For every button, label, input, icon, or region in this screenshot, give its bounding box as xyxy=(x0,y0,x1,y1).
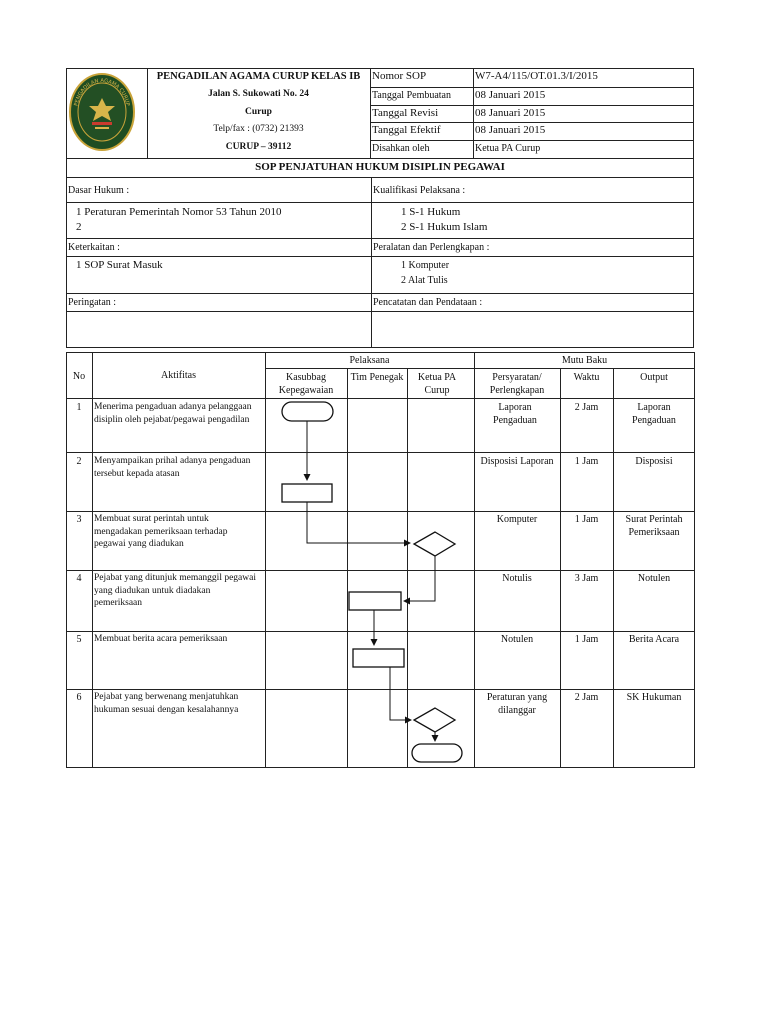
row-no: 3 xyxy=(76,514,82,525)
flow-connector xyxy=(390,667,411,720)
meta-value-nomor: W7-A4/115/OT.01.3/I/2015 xyxy=(475,70,598,82)
group-pelaksana-header: Pelaksana xyxy=(349,355,390,366)
kualifikasi-item: 2 S-1 Hukum Islam xyxy=(401,221,488,233)
peralatan-item: 1 Komputer xyxy=(401,260,450,271)
dasar-hukum-label: Dasar Hukum : xyxy=(68,185,130,196)
peralatan-item: 2 Alat Tulis xyxy=(401,275,448,286)
row-aktifitas: Menerima pengaduan adanya pelanggaan disiplin oleh pejabat/pegawai pengadilan xyxy=(94,402,252,425)
row-persyaratan: Notulis xyxy=(502,573,532,584)
col-output-header: Output xyxy=(640,372,668,383)
row-aktifitas: Pejabat yang berwenang menjatuhkan hukuman sesuai dengan kesalahannya xyxy=(94,692,239,715)
row-waktu: 1 Jam xyxy=(574,456,599,467)
row-output: Surat Perintah Pemeriksaan xyxy=(625,514,683,538)
meta-label-pembuatan: Tanggal Pembuatan xyxy=(372,90,451,101)
row-output: Disposisi xyxy=(635,456,673,467)
dasar-hukum-item: 1 Peraturan Pemerintah Nomor 53 Tahun 2010 xyxy=(76,206,282,218)
meta-label-revisi: Tanggal Revisi xyxy=(372,107,439,119)
row-waktu: 3 Jam xyxy=(574,573,599,584)
meta-value-efektif: 08 Januari 2015 xyxy=(475,124,546,136)
svg-text:PENGADILAN AGAMA CURUP: PENGADILAN AGAMA CURUP xyxy=(73,78,131,107)
flow-start-terminator xyxy=(282,402,333,421)
row-no: 5 xyxy=(76,634,82,645)
row-output: Notulen xyxy=(637,573,671,584)
flow-process-box xyxy=(349,592,401,610)
kualifikasi-label: Kualifikasi Pelaksana : xyxy=(373,185,466,196)
row-output: Laporan Pengaduan xyxy=(632,402,676,426)
row-no: 6 xyxy=(76,692,82,703)
peralatan-label: Peralatan dan Perlengkapan : xyxy=(373,242,490,253)
pencatatan-label: Pencatatan dan Pendataan : xyxy=(373,297,483,308)
keterkaitan-item: 1 SOP Surat Masuk xyxy=(76,259,163,271)
row-persyaratan: Komputer xyxy=(496,514,538,525)
row-aktifitas: Menyampaikan prihal adanya pengaduan tersebut kepada atasan xyxy=(94,456,251,479)
peringatan-label: Peringatan : xyxy=(68,297,117,308)
col-ketua-header: Ketua PA Curup xyxy=(417,372,457,396)
flow-decision xyxy=(414,708,455,732)
row-no: 2 xyxy=(76,456,82,467)
flow-process-box xyxy=(282,484,332,502)
org-phone: Telp/fax : (0732) 21393 xyxy=(213,124,304,134)
row-persyaratan: Laporan Pengaduan xyxy=(493,402,537,426)
row-waktu: 1 Jam xyxy=(574,634,599,645)
meta-value-pembuatan: 08 Januari 2015 xyxy=(475,89,546,101)
page-title: SOP PENJATUHAN HUKUM DISIPLIN PEGAWAI xyxy=(255,161,505,173)
col-waktu-header: Waktu xyxy=(573,372,600,383)
row-output: SK Hukuman xyxy=(626,692,682,703)
dasar-hukum-item: 2 xyxy=(76,221,82,233)
flow-connector xyxy=(404,556,435,601)
org-postal: CURUP – 39112 xyxy=(225,142,292,152)
row-output: Berita Acara xyxy=(628,634,680,645)
row-no: 4 xyxy=(76,573,82,584)
col-persyaratan-header: Persyaratan/ Perlengkapan xyxy=(489,372,545,396)
row-aktifitas: Membuat surat perintah untuk mengadakan pemeriksaan terhadap pegawai yang diadukan xyxy=(94,514,228,549)
org-name: PENGADILAN AGAMA CURUP KELAS IB xyxy=(156,71,361,82)
col-tim-header: Tim Penegak xyxy=(350,372,404,383)
flow-end-terminator xyxy=(412,744,462,762)
row-waktu: 2 Jam xyxy=(574,692,599,703)
kualifikasi-item: 1 S-1 Hukum xyxy=(401,206,461,218)
flow-decision xyxy=(414,532,455,556)
meta-value-disahkan: Ketua PA Curup xyxy=(475,143,541,154)
row-aktifitas: Pejabat yang ditunjuk memanggil pegawai yang diadukan untuk diadakan pemeriksaan xyxy=(94,573,256,608)
org-address: Jalan S. Sukowati No. 24 xyxy=(208,89,309,99)
row-aktifitas: Membuat berita acara pemeriksaan xyxy=(94,634,228,644)
keterkaitan-label: Keterkaitan : xyxy=(68,242,120,253)
row-waktu: 2 Jam xyxy=(574,402,599,413)
row-persyaratan: Disposisi Laporan xyxy=(480,456,554,467)
row-waktu: 1 Jam xyxy=(574,514,599,525)
flow-connector xyxy=(307,502,410,543)
meta-label-nomor: Nomor SOP xyxy=(372,70,427,82)
row-persyaratan: Notulen xyxy=(500,634,534,645)
org-city: Curup xyxy=(245,107,272,117)
meta-value-revisi: 08 Januari 2015 xyxy=(475,107,546,119)
meta-label-disahkan: Disahkan oleh xyxy=(372,143,430,154)
col-aktifitas-header: Aktifitas xyxy=(161,370,196,381)
meta-label-efektif: Tanggal Efektif xyxy=(372,124,441,136)
row-no: 1 xyxy=(76,402,82,413)
col-no-header: No xyxy=(72,371,86,382)
col-kasubbag-header: Kasubbag Kepegawaian xyxy=(278,372,334,396)
flow-process-box xyxy=(353,649,404,667)
group-mutu-header: Mutu Baku xyxy=(561,355,608,366)
row-persyaratan: Peraturan yang dilanggar xyxy=(486,692,548,716)
